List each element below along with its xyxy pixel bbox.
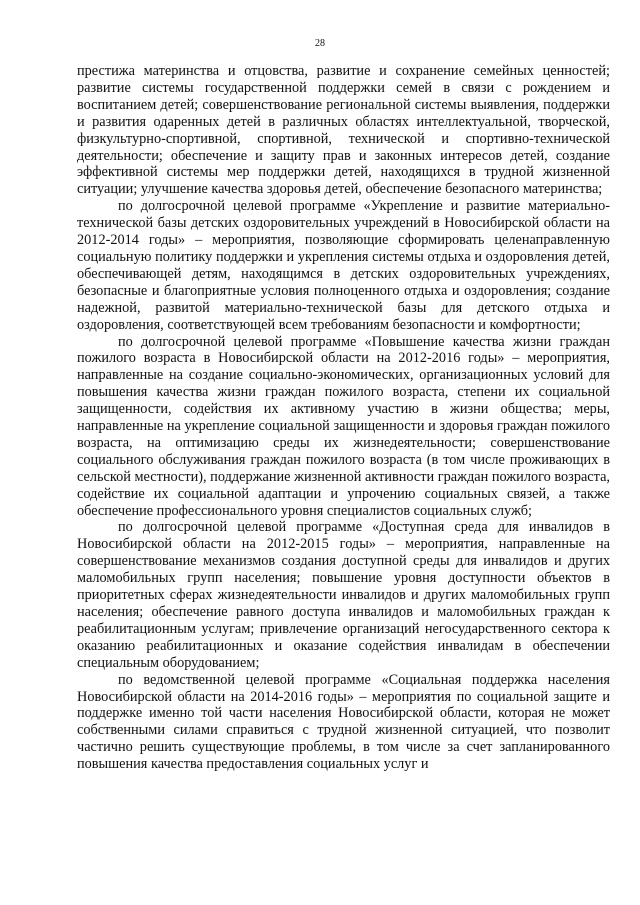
paragraph-accessible-environment-program: по долгосрочной целевой программе «Доступная среда для инвалидов в Новосибирской области на 2012-2015 годы» – мероприятия, направленные на совершенствование механизмов создания доступной среды для инвалидов и других маломобильных групп населения; повышение уровня доступности объектов в приоритетных сферах жизнедеятельности инвалидов и других маломобильных групп населения; обеспечение равного доступа инвалидов и маломобильных граждан к реабилитационным услугам; привлечение организаций негосударственного сектора к оказанию реабилитационных и оказание содействия инвалидам в обеспечении специальным оборудованием; [77, 519, 610, 671]
paragraph-children-health-program: по долгосрочной целевой программе «Укрепление и развитие материально-технической базы детских оздоровительных учреждений в Новосибирской области на 2012-2014 годы» – мероприятия, позволяющие сформировать целенаправленную социальную политику поддержки и укрепления системы отдыха и оздоровления детей, обеспечивающей детям, находящимся в детских оздоровительных учреждениях, безопасные и благоприятные условия полноценного отдыха и оздоровления; создание надежной, развитой материально-технической базы для детского отдыха и оздоровления, соответствующей всем требованиям безопасности и комфортности; [77, 198, 610, 333]
paragraph-social-support-program: по ведомственной целевой программе «Социальная поддержка населения Новосибирской области на 2014-2016 годы» – мероприятия по социальной защите и поддержке именно той части населения Новосибирской области, которая не может собственными силами справиться с трудной жизненной ситуацией, что позволит частично решить существующие проблемы, в том числе за счет запланированного повышения качества предоставления социальных услуг и [77, 671, 610, 773]
page-number: 28 [315, 38, 325, 49]
paragraph-continuation: престижа материнства и отцовства, развитие и сохранение семейных ценностей; развитие системы государственной поддержки семей в связи с рождением и воспитанием детей; совершенствование региональной системы выявления, поддержки и развития одаренных детей в различных областях интеллектуальной, творческой, физкультурно-спортивной, спортивной, технической и спортивно-технической деятельности; обеспечение и защиту прав и законных интересов детей, создание эффективной системы мер поддержки детей, находящихся в трудной жизненной ситуации; улучшение качества здоровья детей, обеспечение безопасного материнства; [77, 63, 610, 198]
paragraph-elderly-program: по долгосрочной целевой программе «Повышение качества жизни граждан пожилого возраста в Новосибирской области на 2012-2016 годы» – мероприятия, направленные на создание социально-экономических, организационных условий для повышения качества жизни граждан пожилого возраста, степени их социальной защищенности, содействия их активному участию в жизни общества; меры, направленные на укрепление социальной защищенности и здоровья граждан пожилого возраста, на оптимизацию среды их жизнедеятельности; совершенствование социального обслуживания граждан пожилого возраста (в том числе проживающих в сельской местности), поддержание жизненной активности граждан пожилого возраста, содействие их социальной адаптации и упрочению социальных связей, а также обеспечение профессионального уровня специалистов социальных служб; [77, 333, 610, 519]
body-text [77, 63, 610, 773]
